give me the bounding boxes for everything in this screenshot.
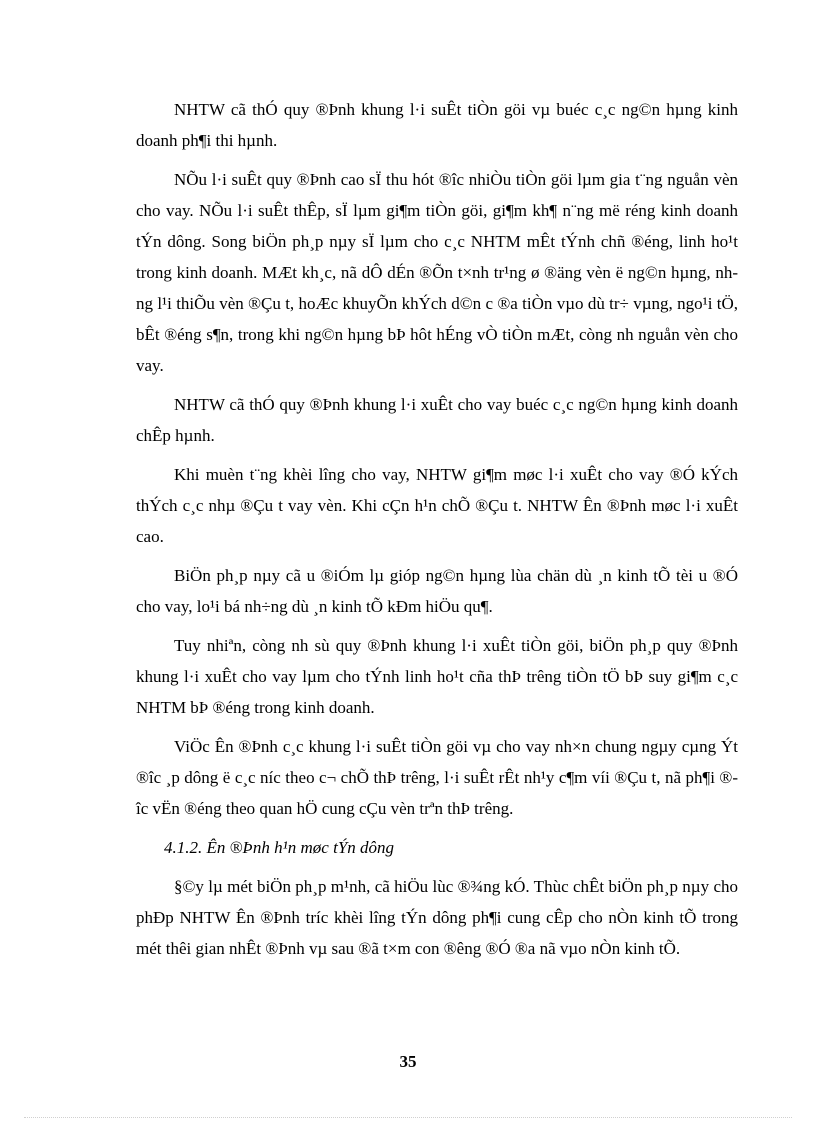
paragraph-2: NÕu l·i suÊt quy ®Þnh cao sÏ thu hót ®îc nhiÒu tiÒn göi lµm gia t¨ng nguån vèn cho vay. NÕu l·i suÊt thÊp, sÏ lµm gi¶m tiÒn göi, gi¶m kh¶ n¨ng më réng kinh doanh tÝn dông. Song biÖn ph¸p nµy sÏ lµm cho c¸c NHTM mÊt tÝnh chñ ®éng, linh ho¹t trong kinh doanh. MÆt kh¸c, nã dÔ dÉn ®Õn t×nh tr¹ng ø ®äng vèn ë ng©n hµng, nhng l¹i thiÕu vèn ®Çu t, hoÆc khuyÕn khÝch d©n c ®a tiÒn vµo dù tr÷ vµng, ngo¹i tÖ, bÊt ®éng s¶n, trong khi ng©n hµng bÞ hôt hÉng vÒ tiÒn mÆt, còng nh nguån vèn cho vay. (136, 170, 738, 375)
paragraph-8: §©y lµ mét biÖn ph¸p m¹nh, cã hiÖu lùc ®¾ng kÓ. Thùc chÊt biÖn ph¸p nµy cho phÐp NHTW Ên ®Þnh tríc khèi lîng tÝn dông ph¶i cung cÊp cho nÒn kinh tÕ trong mét thêi gian nhÊt ®Þnh vµ sau ®ã t×m con ®êng ®Ó ®a nã vµo nÒn kinh tÕ. (136, 877, 738, 958)
paragraph-4: Khi muèn t¨ng khèi lîng cho vay, NHTW gi¶m møc l·i xuÊt cho vay ®Ó kÝch thÝch c¸c nhµ ®Çu t vay vèn. Khi cÇn h¹n chÕ ®Çu t. NHTW Ên ®Þnh møc l·i xuÊt cao. (136, 465, 738, 546)
page-number: 35 (399, 1052, 417, 1071)
paragraph-5: BiÖn ph¸p nµy cã u ®iÓm lµ gióp ng©n hµng lùa chän dù ¸n kinh tÕ tèi u ®Ó cho vay, lo¹i bá nh÷ng dù ¸n kinh tÕ kÐm hiÖu qu¶. (136, 566, 738, 616)
paragraph-7: ViÖc Ên ®Þnh c¸c khung l·i suÊt tiÒn göi vµ cho vay nh×n chung ngµy cµng Ýt ®îc ¸p dông ë c¸c níc theo c¬ chÕ thÞ trêng, l·i suÊt rÊt nh¹y c¶m víi ®Çu t, nã ph¶i ®îc vËn ®éng theo quan hÖ cung cÇu vèn trªn thÞ trêng. (136, 737, 738, 818)
section-heading: 4.1.2. Ên ®Þnh h¹n møc tÝn dông (164, 838, 395, 857)
page-bottom-divider (24, 1117, 792, 1118)
page-body (136, 94, 738, 972)
paragraph-1: NHTW cã thÓ quy ®Þnh khung l·i suÊt tiÒn göi vµ buéc c¸c ng©n hµng kinh doanh ph¶i thi hµnh. (136, 100, 738, 150)
paragraph-3: NHTW cã thÓ quy ®Þnh khung l·i xuÊt cho vay buéc c¸c ng©n hµng kinh doanh chÊp hµnh. (136, 395, 738, 445)
paragraph-6: Tuy nhiªn, còng nh sù quy ®Þnh khung l·i xuÊt tiÒn göi, biÖn ph¸p quy ®Þnh khung l·i xuÊt cho vay lµm cho tÝnh linh ho¹t cña thÞ trêng tiÒn tÖ bÞ suy gi¶m c¸c NHTM bÞ ®éng trong kinh doanh. (136, 636, 738, 717)
